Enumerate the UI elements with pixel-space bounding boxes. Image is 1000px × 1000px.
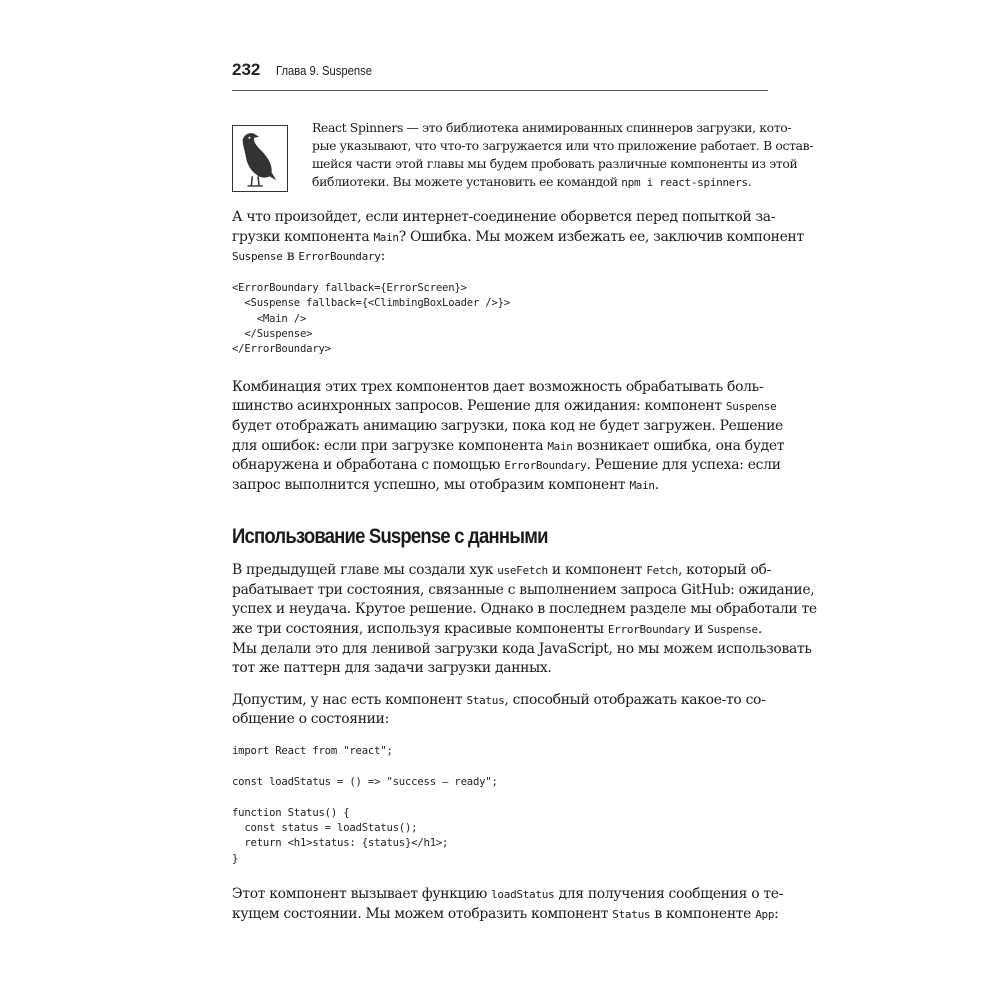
text: , способный отображать какое-то со- — [504, 691, 766, 708]
code-line: } — [232, 852, 239, 865]
inline-code: Main — [547, 439, 573, 453]
text-line — [232, 247, 768, 267]
text: . — [757, 621, 762, 638]
text: В предыдущей главе мы создали хук — [232, 562, 498, 579]
section-heading: Использование Suspense с данными — [232, 525, 548, 549]
inline-code: Suspense — [232, 250, 283, 264]
inline-code: Status — [612, 907, 651, 921]
text-line: общение о состоянии: — [232, 711, 389, 728]
tip-line: React Spinners — это библиотека анимированных спиннеров загрузки, кото- — [312, 120, 792, 135]
text: для получения сообщения о те- — [554, 886, 784, 903]
code-line: return <h1>status: {status}</h1>; — [232, 837, 449, 850]
inline-code: Suspense — [707, 623, 758, 637]
inline-code: Main — [629, 478, 655, 492]
code-line: const status = loadStatus(); — [232, 822, 418, 834]
text: обнаружена и обработана с помощью — [232, 457, 505, 474]
chapter-title: Глава 9. Suspense — [276, 64, 373, 78]
text: Допустим, у нас есть компонент — [232, 691, 467, 708]
paragraph-3 — [232, 561, 817, 679]
text: Этот компонент вызывает функцию — [232, 886, 492, 903]
inline-code: ErrorBoundary — [607, 623, 691, 637]
text: : — [774, 905, 779, 922]
text: в компоненте — [650, 905, 756, 922]
text: . — [654, 476, 659, 493]
code-line — [232, 759, 768, 774]
paragraph-5 — [232, 885, 784, 924]
text-line: рабатывает три состояния, связанные с выполнением запроса GitHub: ожидание, — [232, 581, 815, 598]
text: ? Ошибка. Мы можем избежать ее, заключив компонент — [398, 228, 804, 245]
text-line — [232, 691, 768, 711]
tip-line: рые указывают, что что-то загружается или что приложение работает. В остав- — [312, 138, 814, 153]
text: в — [282, 248, 299, 265]
text-line — [232, 437, 785, 457]
code-line: <Suspense fallback={<ClimbingBoxLoader />}> — [232, 297, 511, 310]
book-page — [232, 60, 817, 924]
tip-line — [312, 173, 768, 192]
text-line — [232, 620, 768, 640]
text: же три состояния, используя красивые компоненты — [232, 621, 608, 638]
text-line: успех и неудача. Крутое решение. Однако в последнем разделе мы обработали те — [232, 601, 817, 618]
code-line: <Main /> — [232, 312, 307, 325]
code-line: </Suspense> — [232, 327, 313, 340]
code-block-1 — [232, 281, 768, 358]
inline-code: Status — [466, 693, 505, 707]
text: и компонент — [547, 562, 647, 579]
text: шинство асинхронных запросов. Решение для ожидания: компонент — [232, 398, 726, 415]
inline-code: App — [755, 907, 775, 921]
text-line: А что произойдет, если интернет-соединение оборвется перед попыткой за- — [232, 209, 776, 225]
text: для ошибок: если при загрузке компонента — [232, 437, 548, 454]
code-line: </ErrorBoundary> — [232, 343, 331, 356]
text: и — [690, 621, 708, 638]
paragraph-2 — [232, 378, 785, 496]
text-line: Мы делали это для ленивой загрузки кода JavaScript, но мы можем использовать — [232, 640, 812, 657]
inline-code: Suspense — [725, 400, 777, 414]
text-line — [232, 476, 768, 496]
tip-line: шейся части этой главы мы будем пробовать различные компоненты из этой — [312, 156, 798, 171]
text-line — [232, 561, 772, 581]
page-number: 232 — [232, 60, 261, 79]
code-block-2 — [232, 744, 768, 867]
paragraph-1 — [232, 208, 804, 267]
text-line — [232, 397, 777, 417]
punct: . — [747, 174, 752, 189]
text-line: Комбинация этих трех компонентов дает возможность обрабатывать боль- — [232, 378, 764, 395]
text: возникает ошибка, она будет — [572, 437, 785, 454]
text: , который об- — [677, 562, 772, 579]
text-line — [232, 885, 784, 905]
text-line — [232, 456, 781, 476]
text: кущем состоянии. Мы можем отобразить компонент — [232, 905, 613, 922]
running-header — [232, 60, 768, 91]
text: запрос выполнится успешно, мы отобразим компонент — [232, 476, 630, 493]
inline-code: Main — [373, 230, 399, 244]
inline-code: useFetch — [497, 564, 548, 578]
inline-code: ErrorBoundary — [298, 250, 381, 264]
paragraph-4 — [232, 691, 768, 730]
tip-text — [312, 119, 814, 192]
inline-code: npm i react-spinners — [621, 176, 748, 189]
inline-code: Fetch — [646, 564, 678, 578]
text: . Решение для успеха: если — [586, 457, 781, 474]
tip-box — [232, 119, 814, 191]
inline-code: loadStatus — [491, 888, 555, 902]
text: : — [380, 248, 385, 265]
tip-line-text: библиотеки. Вы можете установить ее командой — [312, 174, 622, 189]
code-line — [232, 790, 768, 805]
inline-code: ErrorBoundary — [504, 459, 587, 473]
text-line — [232, 905, 779, 925]
code-line: const loadStatus = () => "success — ready"; — [232, 775, 498, 788]
text-line: тот же паттерн для задачи загрузки данных. — [232, 660, 552, 677]
text-line: будет отображать анимацию загрузки, пока код не будет загружен. Решение — [232, 417, 783, 434]
code-line: function Status() { — [232, 806, 350, 819]
text: грузки компонента — [232, 228, 374, 245]
bird-tip-icon — [232, 125, 288, 192]
text-line — [232, 228, 804, 248]
code-line: import React from "react"; — [232, 745, 393, 758]
code-line: <ErrorBoundary fallback={ErrorScreen}> — [232, 281, 467, 294]
